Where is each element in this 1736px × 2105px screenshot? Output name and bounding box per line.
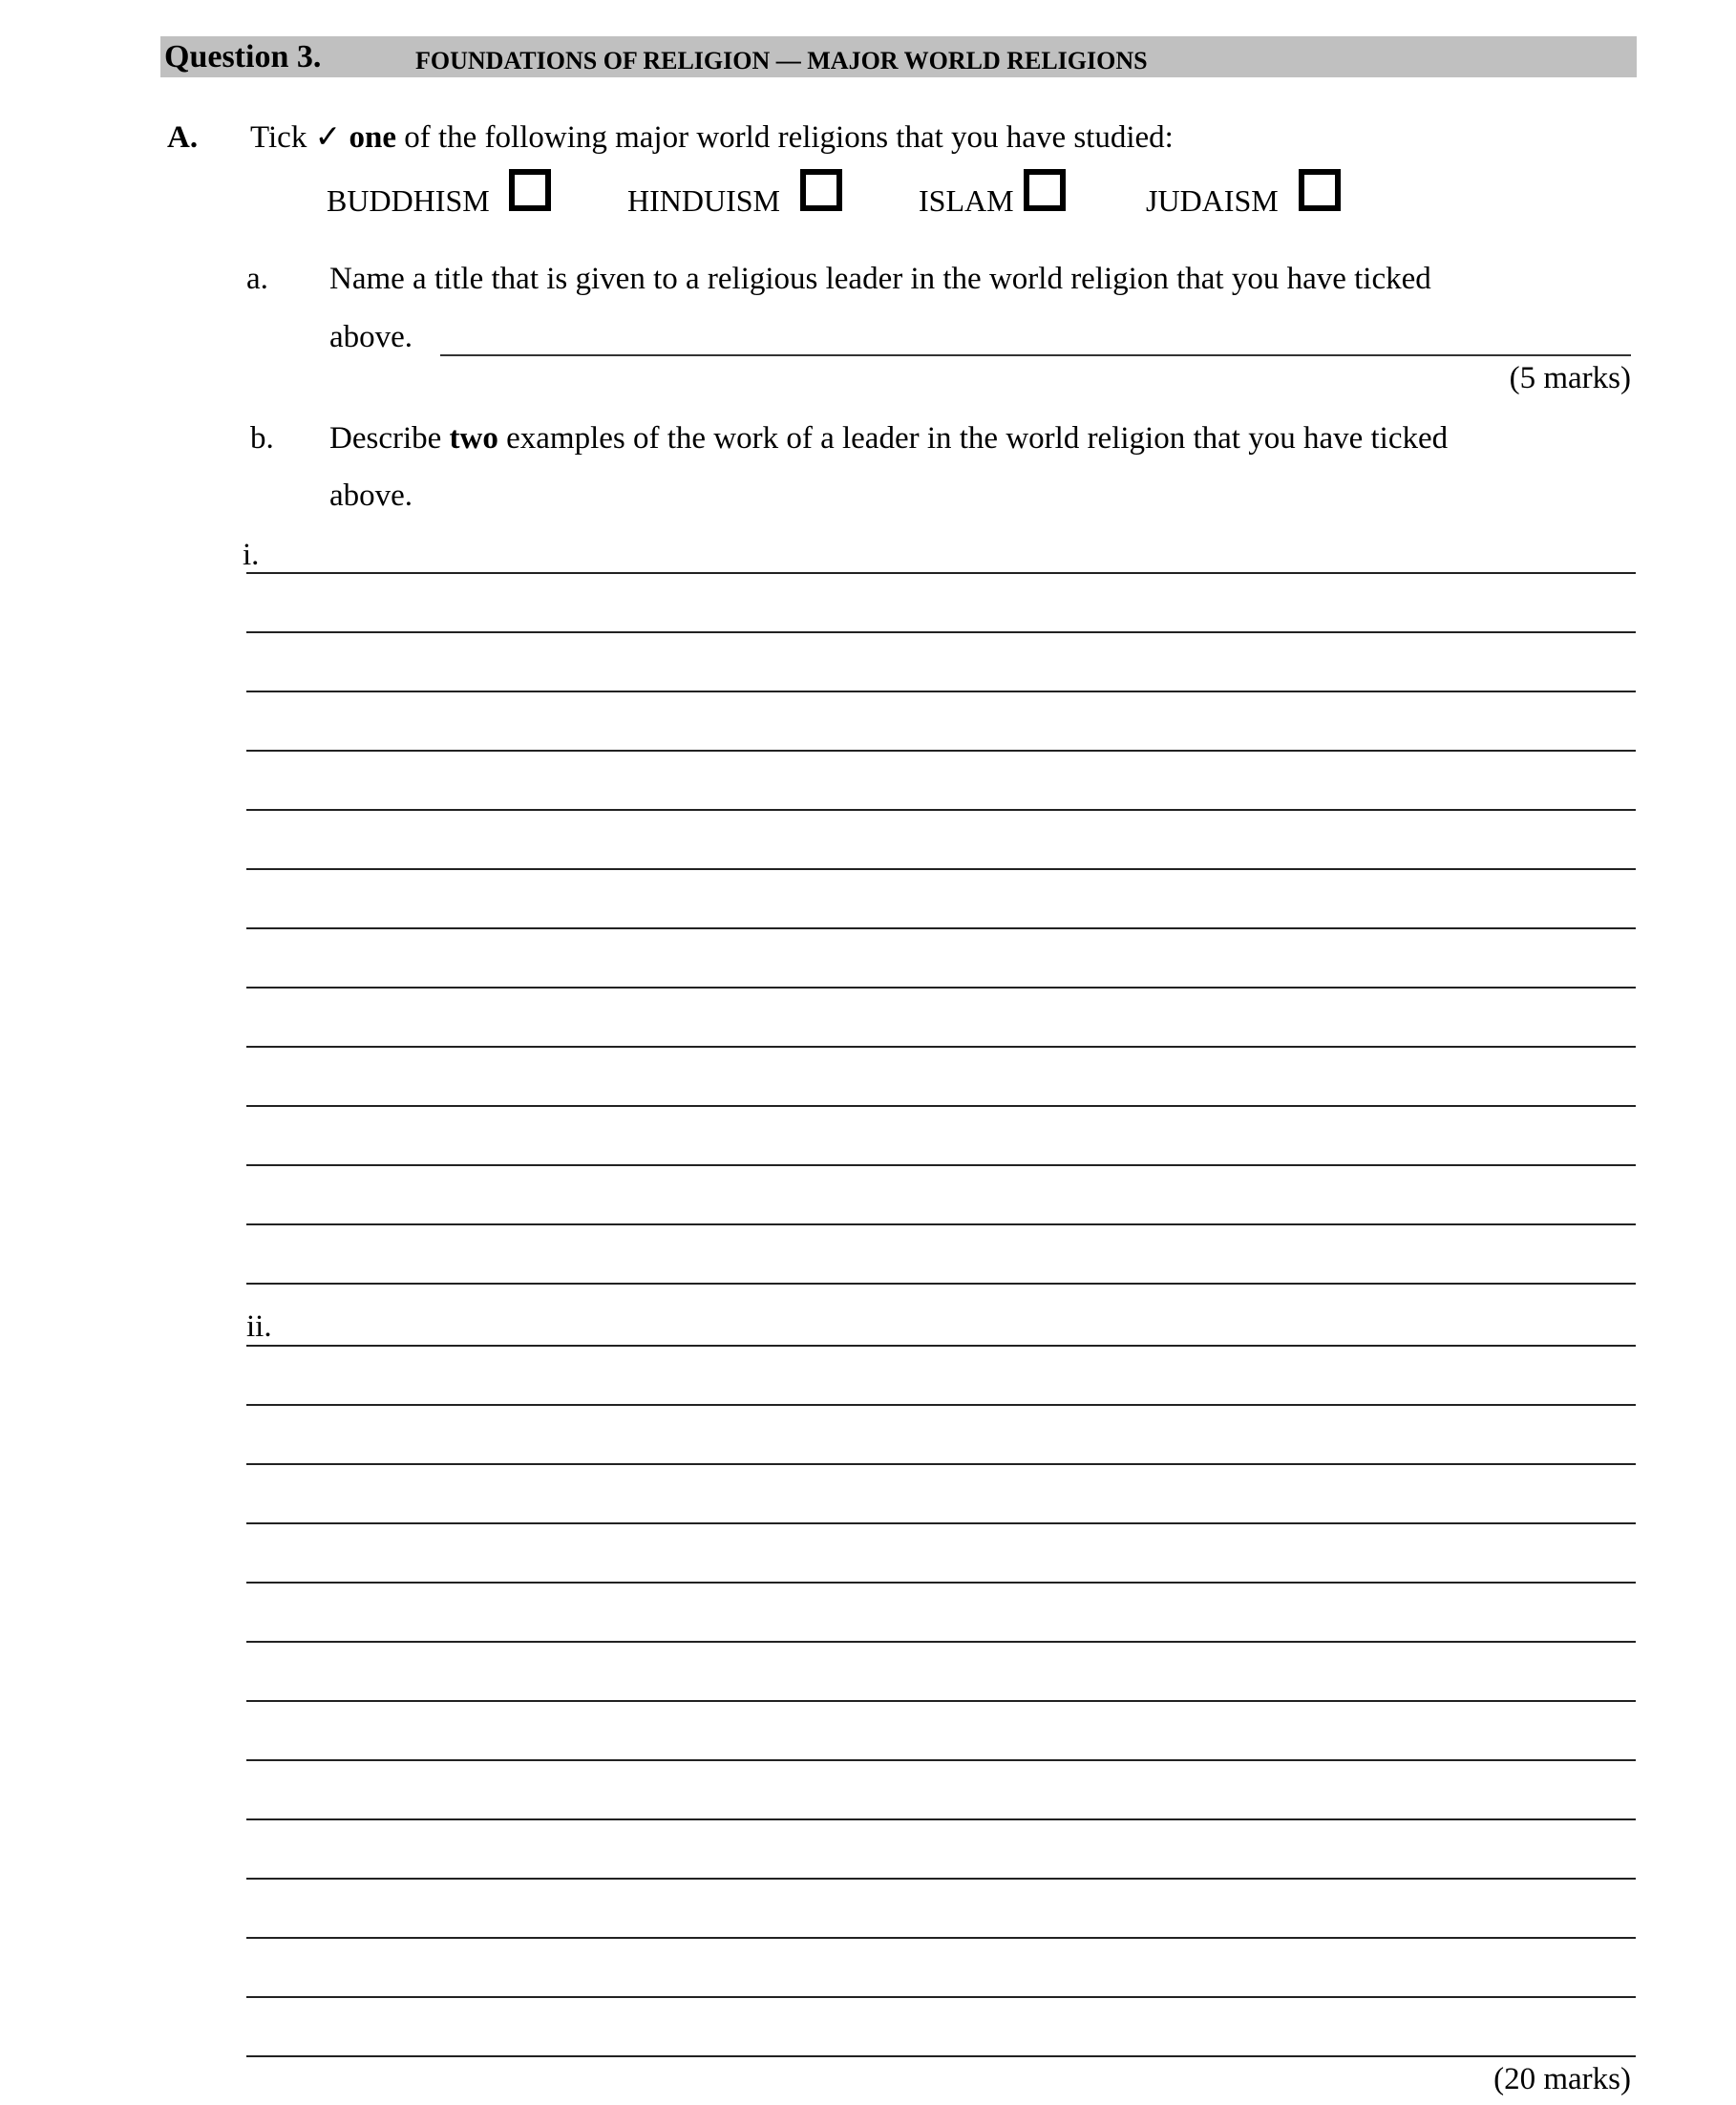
sub-ii-answer-line[interactable] bbox=[246, 1641, 1636, 1643]
checkbox-buddhism[interactable] bbox=[509, 169, 551, 211]
sub-i-answer-line[interactable] bbox=[246, 1046, 1636, 1048]
sub-ii-answer-line[interactable] bbox=[246, 2055, 1636, 2057]
sub-ii-answer-line[interactable] bbox=[246, 1404, 1636, 1406]
part-a-marks: (5 marks) bbox=[1509, 361, 1631, 395]
sub-ii-answer-line[interactable] bbox=[246, 1996, 1636, 1998]
tick-icon: ✓ bbox=[314, 120, 342, 155]
part-b-prefix: Describe bbox=[329, 421, 442, 456]
section-a-instruction bbox=[250, 118, 1174, 157]
sub-i-answer-line[interactable] bbox=[246, 750, 1636, 752]
part-b-question-line1 bbox=[329, 419, 1448, 457]
part-a-label: a. bbox=[246, 262, 268, 296]
instruction-bold: one bbox=[349, 120, 396, 155]
option-judaism-label: JUDAISM bbox=[1146, 183, 1279, 218]
sub-ii-answer-line[interactable] bbox=[246, 1759, 1636, 1761]
sub-ii-answer-line[interactable] bbox=[246, 1937, 1636, 1939]
sub-ii-label: ii. bbox=[246, 1309, 272, 1344]
sub-ii-answer-line[interactable] bbox=[246, 1522, 1636, 1524]
question-number: Question 3. bbox=[164, 39, 322, 74]
part-b-bold: two bbox=[449, 421, 498, 456]
checkbox-judaism[interactable] bbox=[1299, 169, 1341, 211]
sub-i-answer-line[interactable] bbox=[246, 868, 1636, 870]
sub-i-answer-line[interactable] bbox=[246, 572, 1636, 574]
part-b-label: b. bbox=[250, 421, 274, 456]
sub-i-answer-line[interactable] bbox=[246, 1223, 1636, 1225]
sub-i-answer-line[interactable] bbox=[246, 1164, 1636, 1166]
sub-ii-answer-line[interactable] bbox=[246, 1582, 1636, 1584]
part-b-marks: (20 marks) bbox=[1493, 2062, 1631, 2096]
sub-ii-answer-line[interactable] bbox=[246, 1700, 1636, 1702]
sub-ii-answer-line[interactable] bbox=[246, 1345, 1636, 1347]
part-b-suffix: examples of the work of a leader in the world religion that you have ticked bbox=[506, 421, 1449, 456]
checkbox-islam[interactable] bbox=[1024, 169, 1066, 211]
checkbox-hinduism[interactable] bbox=[800, 169, 842, 211]
instruction-prefix: Tick bbox=[250, 120, 307, 155]
sub-i-label: i. bbox=[243, 538, 260, 572]
part-a-answer-field[interactable] bbox=[440, 354, 1631, 356]
part-a-question-line2: above. bbox=[329, 320, 413, 354]
sub-i-answer-line[interactable] bbox=[246, 1105, 1636, 1107]
sub-ii-answer-line[interactable] bbox=[246, 1818, 1636, 1820]
instruction-suffix: of the following major world religions that you have studied: bbox=[404, 120, 1174, 155]
option-buddhism-label: BUDDHISM bbox=[327, 183, 490, 218]
sub-i-answer-line[interactable] bbox=[246, 809, 1636, 811]
question-title: FOUNDATIONS OF RELIGION — MAJOR WORLD RELIGIONS bbox=[415, 47, 1148, 74]
sub-i-answer-line[interactable] bbox=[246, 631, 1636, 633]
sub-i-answer-line[interactable] bbox=[246, 1283, 1636, 1285]
sub-i-answer-line[interactable] bbox=[246, 927, 1636, 929]
part-b-question-line2: above. bbox=[329, 478, 413, 513]
sub-ii-answer-line[interactable] bbox=[246, 1463, 1636, 1465]
part-a-question-line1: Name a title that is given to a religious leader in the world religion that you have ticked bbox=[329, 262, 1431, 296]
sub-i-answer-line[interactable] bbox=[246, 987, 1636, 989]
sub-i-answer-line[interactable] bbox=[246, 691, 1636, 692]
option-hinduism-label: HINDUISM bbox=[627, 183, 780, 218]
sub-ii-answer-line[interactable] bbox=[246, 1878, 1636, 1880]
section-a-label: A. bbox=[167, 120, 199, 155]
option-islam-label: ISLAM bbox=[919, 183, 1014, 218]
